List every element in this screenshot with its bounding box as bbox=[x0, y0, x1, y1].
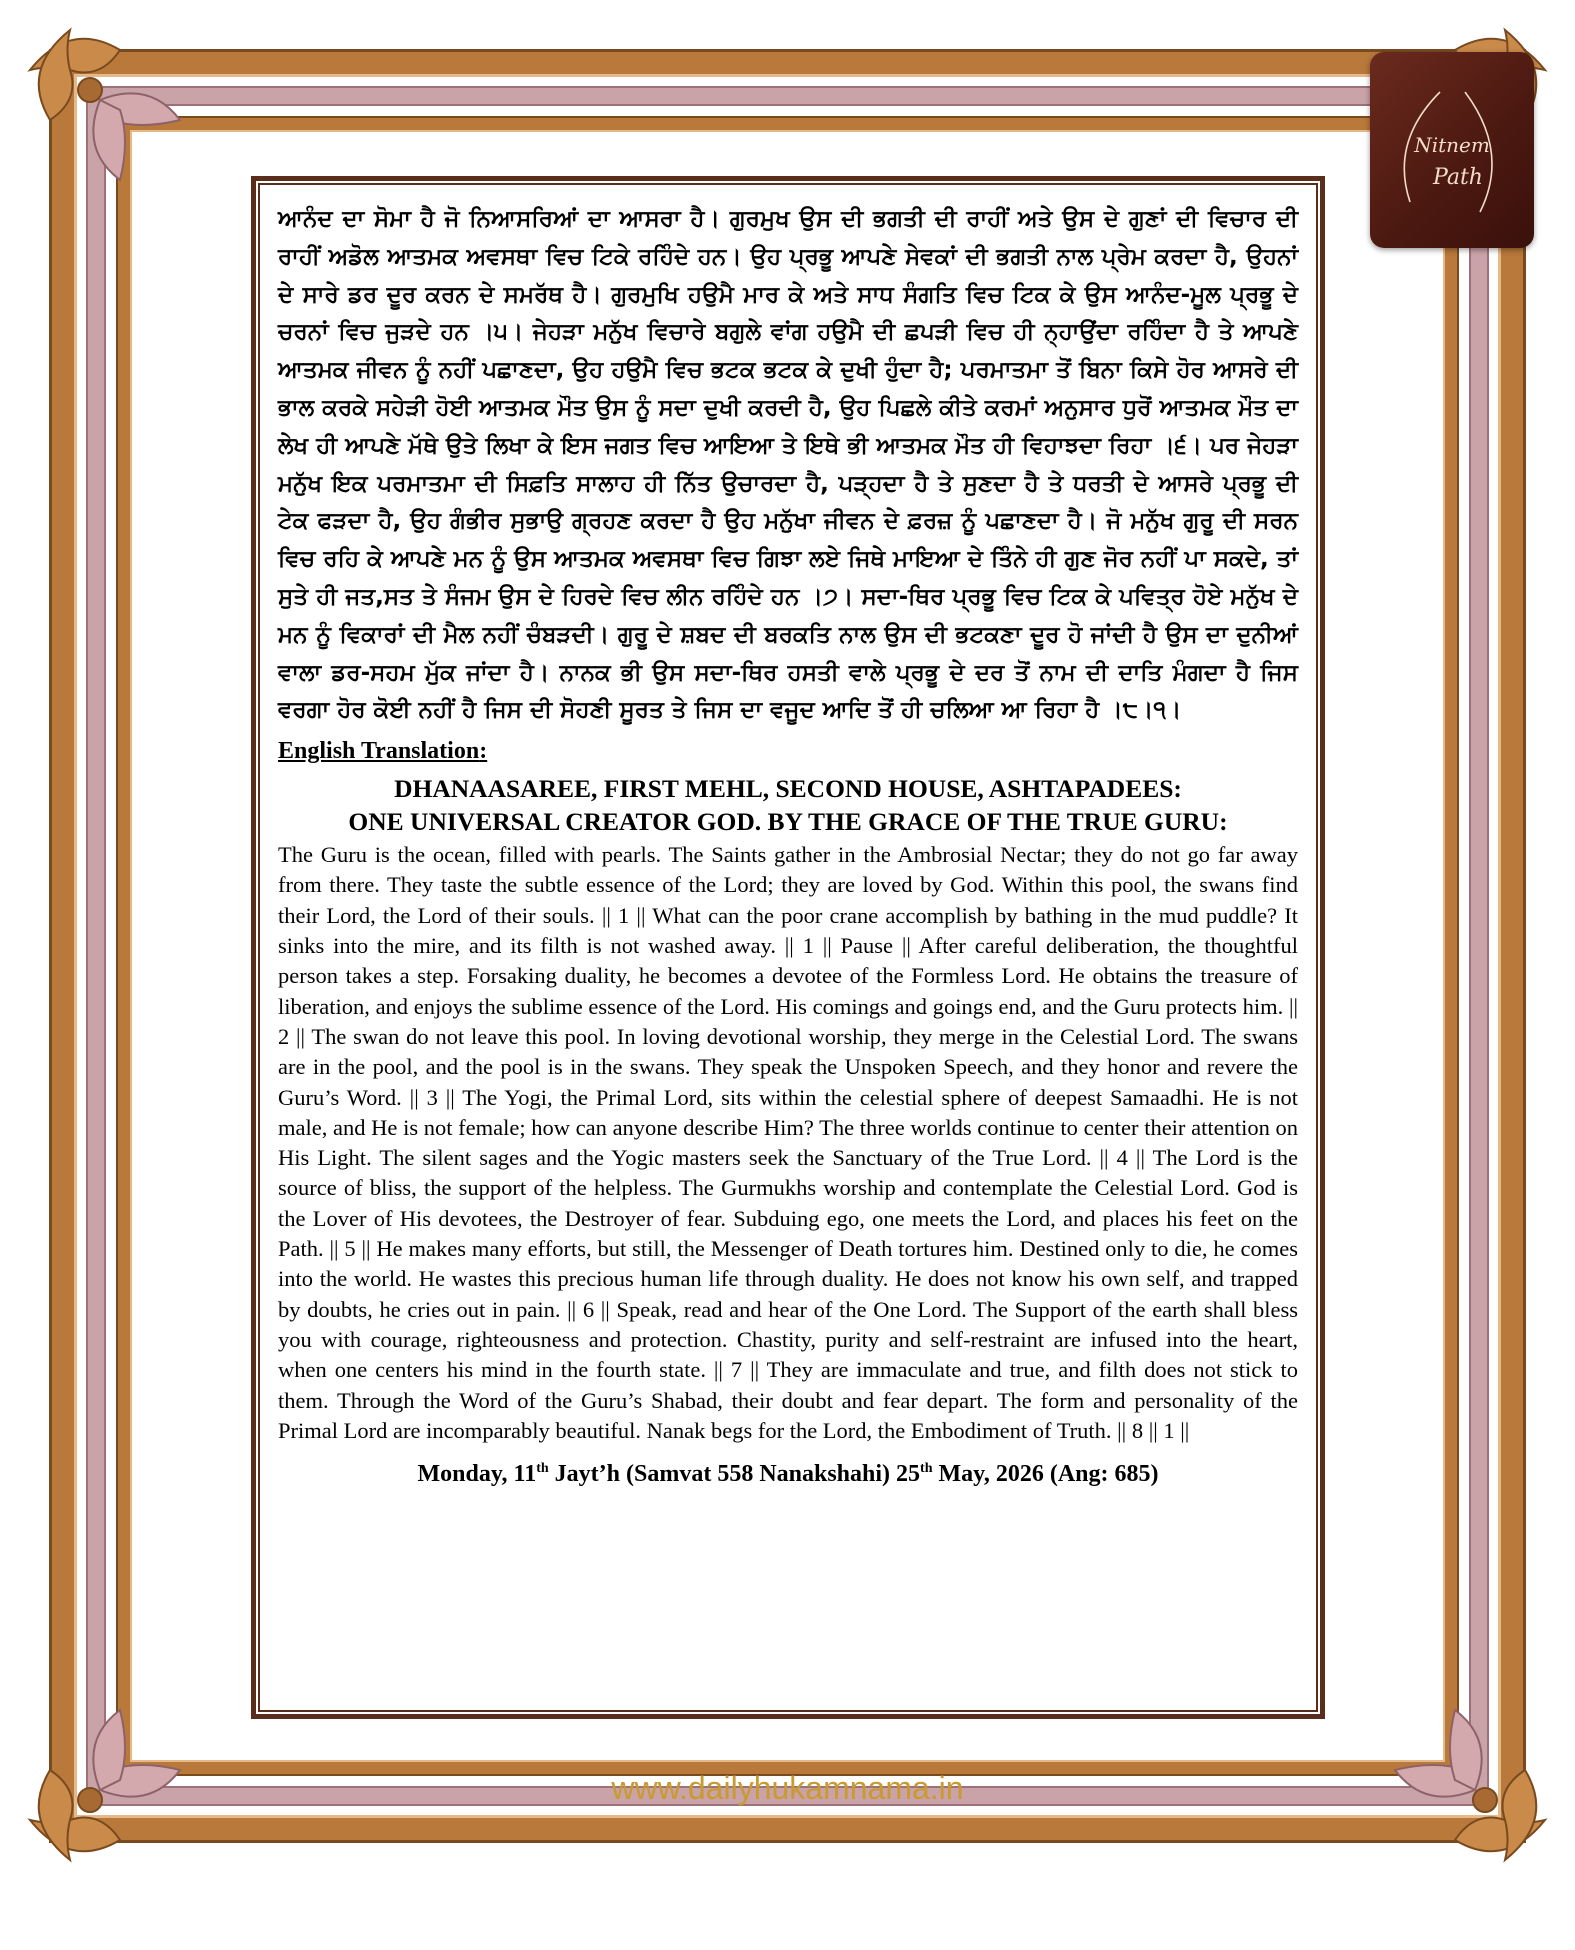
date-sup1: th bbox=[536, 1461, 549, 1477]
date-sup2: th bbox=[920, 1461, 933, 1477]
english-translation-heading bbox=[278, 736, 1298, 766]
logo-text-line2: Path bbox=[1433, 165, 1483, 190]
english-translation-label: English Translation bbox=[278, 738, 480, 765]
logo-artwork bbox=[1370, 52, 1534, 248]
hukamnama-content bbox=[251, 176, 1325, 1719]
date-part3: May, 2026 (Ang: 685) bbox=[932, 1461, 1159, 1488]
date-part2: Jayt’h (Samvat 558 Nanakshahi) 25 bbox=[548, 1461, 921, 1488]
nitnem-path-logo bbox=[1370, 52, 1534, 248]
shabad-title-line2: ONE UNIVERSAL CREATOR GOD. BY THE GRACE OF THE TRUE GURU: bbox=[348, 807, 1228, 837]
corner-ornament-top-left bbox=[10, 10, 220, 220]
shabad-title-line1: DHANAASAREE, FIRST MEHL, SECOND HOUSE, ASHTAPADEES: bbox=[394, 774, 1182, 804]
english-translation-text: The Guru is the ocean, filled with pearls. The Saints gather in the Ambrosial Nectar; they do not go far away from there. They taste the subtle essence of the Lord; they are loved by God. Within this pool, the swans find their Lord, the Lord of their souls. || 1 || What can the poor crane accomplish by bathing in the mud puddle? It sinks into the mire, and its filth is not washed away. || 1 || Pause || After careful deliberation, the thoughtful person takes a step. Forsaking duality, he becomes a devotee of the Formless Lord. He obtains the treasure of liberation, and enjoys the sublime essence of the Lord. His comings and goings end, and the Guru protects him. || 2 || The swan do not leave this pool. In loving devotional worship, they merge in the Celestial Lord. The swans are in the pool, and the pool is in the swans. They speak the Unspoken Speech, and they honor and revere the Guru’s Word. || 3 || The Yogi, the Primal Lord, sits within the celestial sphere of deepest Samaadhi. He is not male, and He is not female; how can anyone describe Him? The three worlds continue to center their attention on His Light. The silent sages and the Yogic masters seek the Sanctuary of the True Lord. || 4 || The Lord is the source of bliss, the support of the helpless. The Gurmukhs worship and contemplate the Celestial Lord. God is the Lover of His devotees, the Destroyer of fear. Subduing ego, one meets the Lord, and places his feet on the Path. || 5 || He makes many efforts, but still, the Messenger of Death tortures him. Destined only to die, he comes into the world. He wastes this precious human life through duality. He does not know his own self, and trapped by doubts, he cries out in pain. || 6 || Speak, read and hear of the One Lord. The Support of the earth shall bless you with courage, righteousness and protection. Chastity, purity and self-restraint are infused into the heart, when one centers his mind in the fourth state. || 7 || They are immaculate and true, and filth does not stick to them. Through the Word of the Guru’s Shabad, their doubt and fear depart. The form and personality of the Primal Lord are incomparably beautiful. Nanak begs for the Lord, the Embodiment of Truth. || 8 || 1 || bbox=[278, 842, 1298, 1443]
gurmukhi-explanation: ਆਨੰਦ ਦਾ ਸੋਮਾ ਹੈ ਜੋ ਨਿਆਸਰਿਆਂ ਦਾ ਆਸਰਾ ਹੈ। ਗੁਰਮੁਖ ਉਸ ਦੀ ਭਗਤੀ ਦੀ ਰਾਹੀਂ ਅਤੇ ਉਸ ਦੇ ਗੁਣਾਂ ਦੀ ਵਿਚਾਰ ਦੀ ਰਾਹੀਂ ਅਡੋਲ ਆਤਮਕ ਅਵਸਥਾ ਵਿਚ ਟਿਕੇ ਰਹਿੰਦੇ ਹਨ। ਉਹ ਪ੍ਰਭੂ ਆਪਣੇ ਸੇਵਕਾਂ ਦੀ ਭਗਤੀ ਨਾਲ ਪ੍ਰੇਮ ਕਰਦਾ ਹੈ, ਉਹਨਾਂ ਦੇ ਸਾਰੇ ਡਰ ਦੂਰ ਕਰਨ ਦੇ ਸਮਰੱਥ ਹੈ। ਗੁਰਮੁਖਿ ਹਉਮੈ ਮਾਰ ਕੇ ਅਤੇ ਸਾਧ ਸੰਗਤਿ ਵਿਚ ਟਿਕ ਕੇ ਉਸ ਆਨੰਦ-ਮੂਲ ਪ੍ਰਭੂ ਦੇ ਚਰਨਾਂ ਵਿਚ ਜੁੜਦੇ ਹਨ ।੫। ਜੇਹੜਾ ਮਨੁੱਖ ਵਿਚਾਰੇ ਬਗੁਲੇ ਵਾਂਗ ਹਉਮੈ ਦੀ ਛਪੜੀ ਵਿਚ ਹੀ ਨ੍ਹਾਉਂਦਾ ਰਹਿੰਦਾ ਹੈ ਤੇ ਆਪਣੇ ਆਤਮਕ ਜੀਵਨ ਨੂੰ ਨਹੀਂ ਪਛਾਣਦਾ, ਉਹ ਹਉਮੈ ਵਿਚ ਭਟਕ ਭਟਕ ਕੇ ਦੁਖੀ ਹੁੰਦਾ ਹੈ; ਪਰਮਾਤਮਾ ਤੋਂ ਬਿਨਾ ਕਿਸੇ ਹੋਰ ਆਸਰੇ ਦੀ ਭਾਲ ਕਰਕੇ ਸਹੇੜੀ ਹੋਈ ਆਤਮਕ ਮੌਤ ਉਸ ਨੂੰ ਸਦਾ ਦੁਖੀ ਕਰਦੀ ਹੈ, ਉਹ ਪਿਛਲੇ ਕੀਤੇ ਕਰਮਾਂ ਅਨੁਸਾਰ ਧੁਰੋਂ ਆਤਮਕ ਮੌਤ ਦਾ ਲੇਖ ਹੀ ਆਪਣੇ ਮੱਥੇ ਉਤੇ ਲਿਖਾ ਕੇ ਇਸ ਜਗਤ ਵਿਚ ਆਇਆ ਤੇ ਇਥੇ ਭੀ ਆਤਮਕ ਮੌਤ ਹੀ ਵਿਹਾਝਦਾ ਰਿਹਾ ।੬। ਪਰ ਜੇਹੜਾ ਮਨੁੱਖ ਇਕ ਪਰਮਾਤਮਾ ਦੀ ਸਿਫ਼ਤਿ ਸਾਲਾਹ ਹੀ ਨਿੱਤ ਉਚਾਰਦਾ ਹੈ, ਪੜ੍ਹਦਾ ਹੈ ਤੇ ਸੁਣਦਾ ਹੈ ਤੇ ਧਰਤੀ ਦੇ ਆਸਰੇ ਪ੍ਰਭੂ ਦੀ ਟੇਕ ਫੜਦਾ ਹੈ, ਉਹ ਗੰਭੀਰ ਸੁਭਾਉ ਗ੍ਰਹਣ ਕਰਦਾ ਹੈ ਉਹ ਮਨੁੱਖਾ ਜੀਵਨ ਦੇ ਫ਼ਰਜ਼ ਨੂੰ ਪਛਾਣਦਾ ਹੈ। ਜੋ ਮਨੁੱਖ ਗੁਰੂ ਦੀ ਸਰਨ ਵਿਚ ਰਹਿ ਕੇ ਆਪਣੇ ਮਨ ਨੂੰ ਉਸ ਆਤਮਕ ਅਵਸਥਾ ਵਿਚ ਗਿਝਾ ਲਏ ਜਿਥੇ ਮਾਇਆ ਦੇ ਤਿੰਨੇ ਹੀ ਗੁਣ ਜੋਰ ਨਹੀਂ ਪਾ ਸਕਦੇ, ਤਾਂ ਸੁਤੇ ਹੀ ਜਤ,ਸਤ ਤੇ ਸੰਜਮ ਉਸ ਦੇ ਹਿਰਦੇ ਵਿਚ ਲੀਨ ਰਹਿੰਦੇ ਹਨ ।੭। ਸਦਾ-ਥਿਰ ਪ੍ਰਭੂ ਵਿਚ ਟਿਕ ਕੇ ਪਵਿਤ੍ਰ ਹੋਏ ਮਨੁੱਖ ਦੇ ਮਨ ਨੂੰ ਵਿਕਾਰਾਂ ਦੀ ਮੈਲ ਨਹੀਂ ਚੰਬੜਦੀ। ਗੁਰੂ ਦੇ ਸ਼ਬਦ ਦੀ ਬਰਕਤਿ ਨਾਲ ਉਸ ਦੀ ਭਟਕਣਾ ਦੂਰ ਹੋ ਜਾਂਦੀ ਹੈ ਉਸ ਦਾ ਦੁਨੀਆਂ ਵਾਲਾ ਡਰ-ਸਹਮ ਮੁੱਕ ਜਾਂਦਾ ਹੈ। ਨਾਨਕ ਭੀ ਉਸ ਸਦਾ-ਥਿਰ ਹਸਤੀ ਵਾਲੇ ਪ੍ਰਭੂ ਦੇ ਦਰ ਤੋਂ ਨਾਮ ਦੀ ਦਾਤਿ ਮੰਗਦਾ ਹੈ ਜਿਸ ਵਰਗਾ ਹੋਰ ਕੋਈ ਨਹੀਂ ਹੈ ਜਿਸ ਦੀ ਸੋਹਣੀ ਸੂਰਤ ਤੇ ਜਿਸ ਦਾ ਵਜੂਦ ਆਦਿ ਤੋਂ ਹੀ ਚਲਿਆ ਆ ਰਿਹਾ ਹੈ ।੮।੧। bbox=[278, 206, 1298, 724]
date-part1: Monday, 11 bbox=[417, 1461, 537, 1488]
english-translation-colon: : bbox=[479, 738, 488, 765]
date-line bbox=[278, 1452, 1298, 1491]
footer-website-url[interactable]: www.dailyhukamnama.in bbox=[611, 1770, 964, 1806]
logo-text-line1: Nitnem bbox=[1414, 133, 1490, 157]
